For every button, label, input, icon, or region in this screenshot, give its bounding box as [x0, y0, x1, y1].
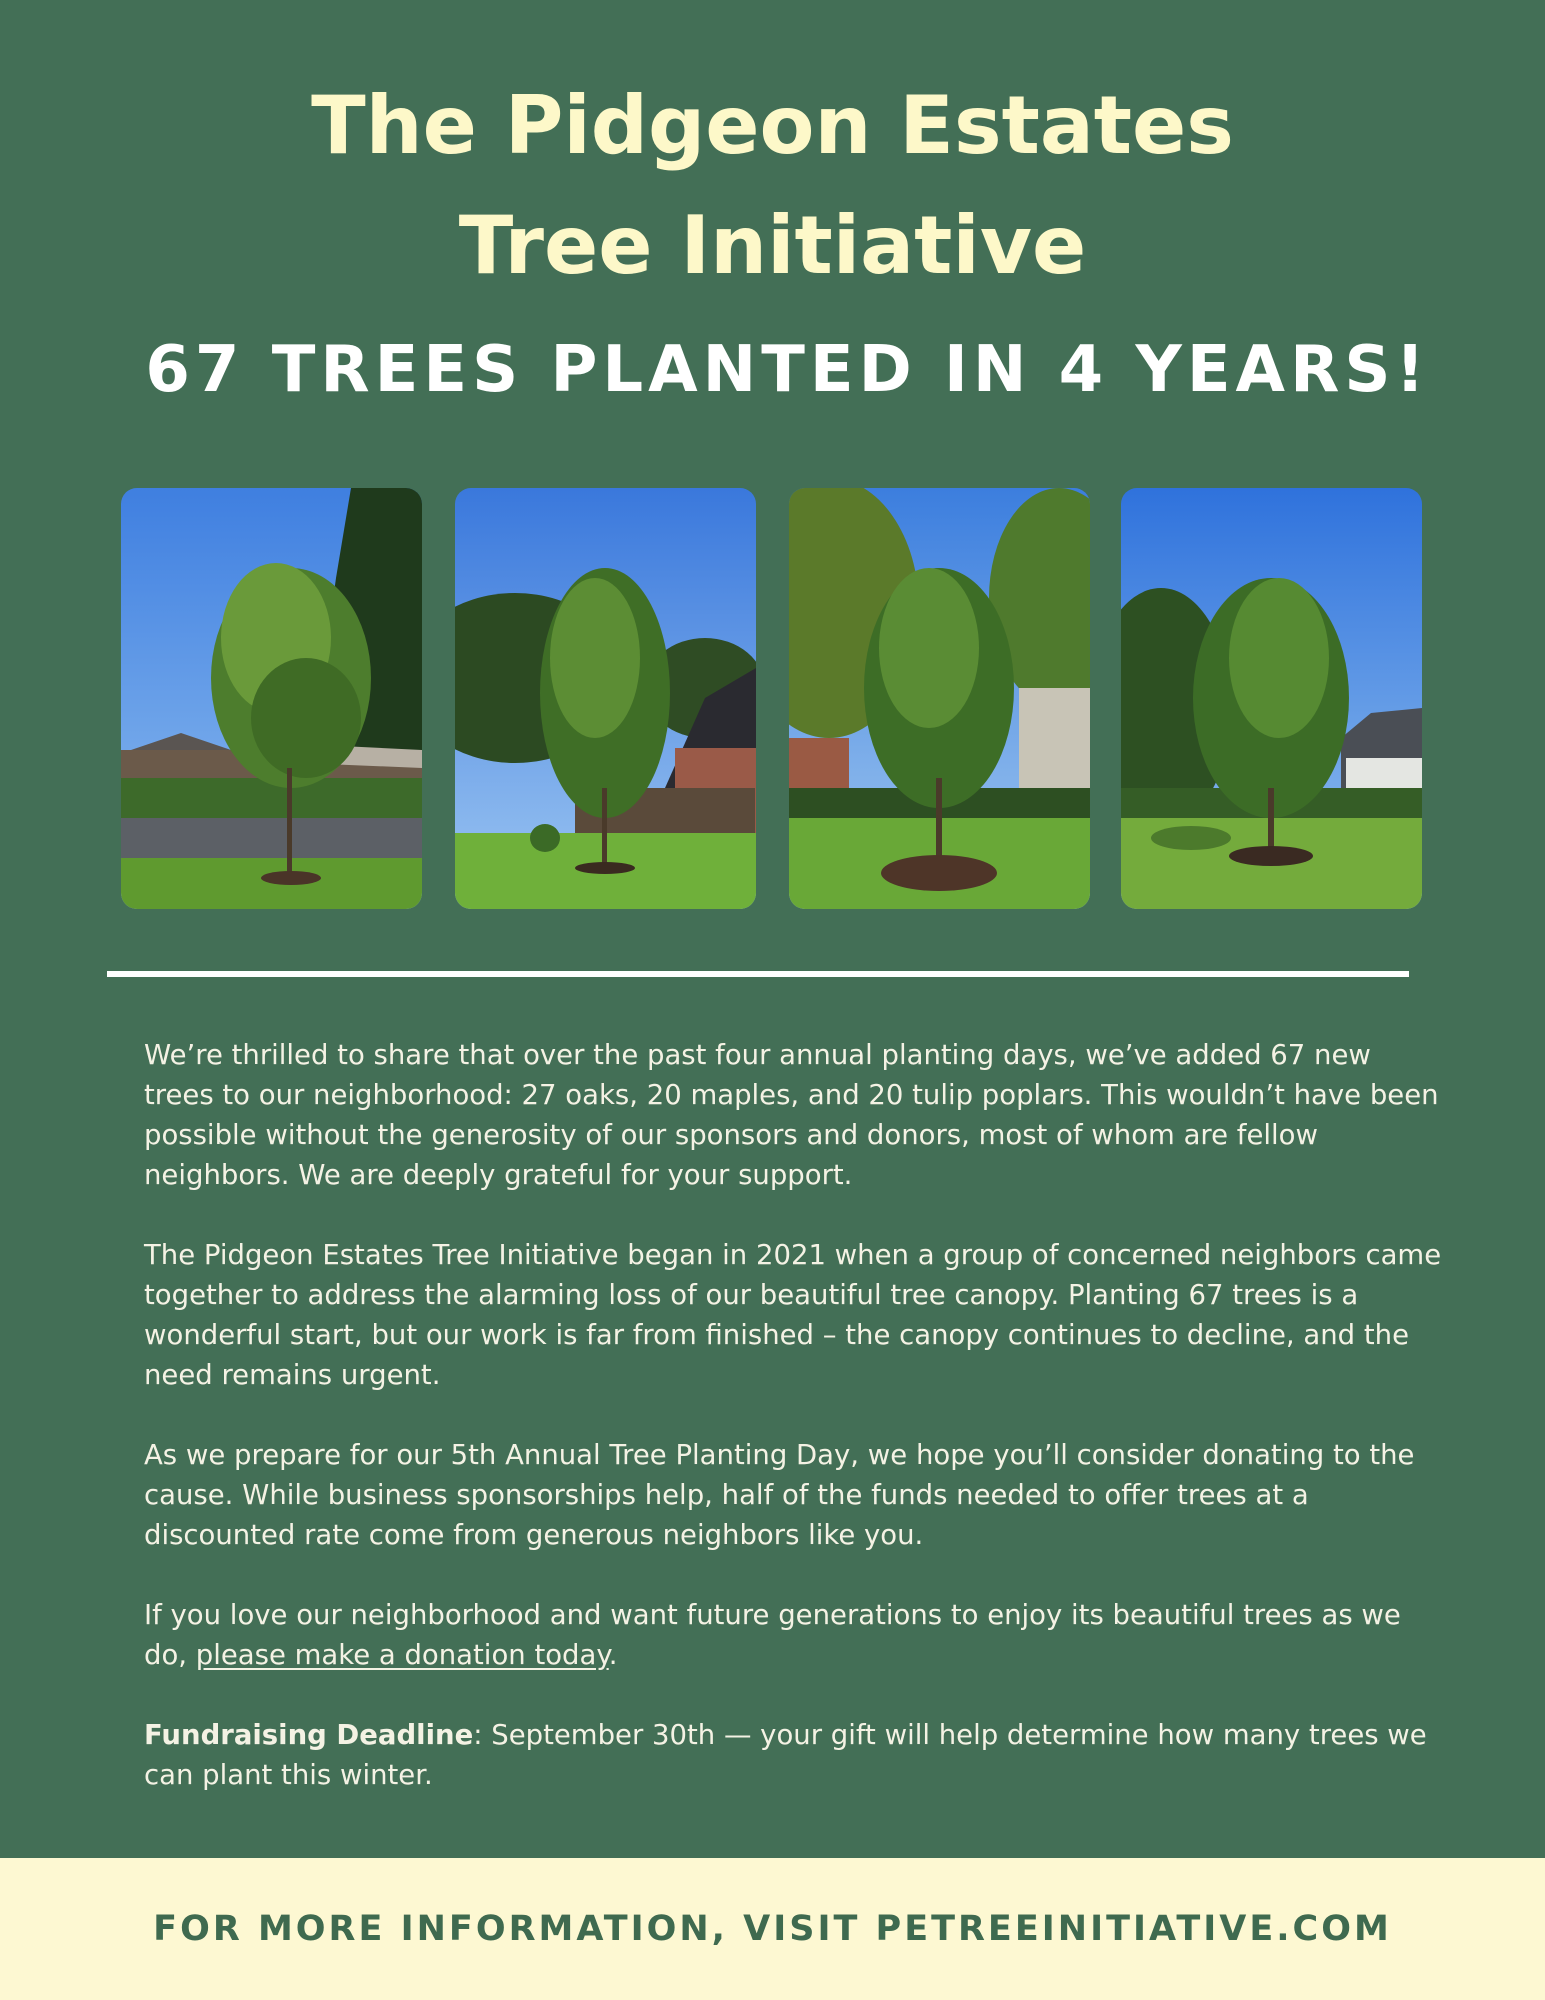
body-text [144, 1035, 1444, 1835]
donate-link[interactable]: please make a donation today [195, 1639, 609, 1671]
divider [107, 971, 1409, 977]
deadline-text: : September 30th — your gift will help determine how many trees we can plant this winter. [144, 1719, 1427, 1791]
footer-text: FOR MORE INFORMATION, VISIT PETREEINITIATIVE.COM [153, 1909, 1392, 1949]
title-line-2: Tree Initiative [458, 199, 1087, 292]
tree-photo-4 [1121, 488, 1422, 909]
paragraph-2: The Pidgeon Estates Tree Initiative began in 2021 when a group of concerned neighbors came together to address the alarming loss of our beautiful tree canopy. Planting 67 trees is a wonderful start, but our work is far from finished – the canopy continues to decline, and the need remains urgent. [144, 1239, 1442, 1391]
tree-photo-1 [121, 488, 422, 909]
paragraph-1: We’re thrilled to share that over the past four annual planting days, we’ve added 67 new trees to our neighborhood: 27 oaks, 20 maples, and 20 tulip poplars. This wouldn’t have been possible without the generosity of our sponsors and donors, most of whom are fellow neighbors. We are deeply grateful for your support. [144, 1039, 1439, 1191]
paragraph-3: As we prepare for our 5th Annual Tree Planting Day, we hope you’ll consider donating to the cause. While business sponsorships help, half of the funds needed to offer trees at a discounted rate come from generous neighbors like you. [144, 1439, 1415, 1551]
donate-paragraph [144, 1595, 1444, 1675]
headline: 67 TREES PLANTED IN 4 YEARS! [145, 333, 1430, 407]
deadline-paragraph [144, 1715, 1444, 1795]
donate-paragraph-end: . [608, 1639, 618, 1671]
deadline-label: Fundraising Deadline [144, 1719, 474, 1751]
donate-paragraph-text: If you love our neighborhood and want future generations to enjoy its beautiful trees as we do, [144, 1599, 1401, 1671]
footer-band [0, 1858, 1545, 2000]
tree-photo-3 [789, 488, 1090, 909]
tree-photo-2 [455, 488, 756, 909]
title-line-1: The Pidgeon Estates [311, 79, 1234, 172]
